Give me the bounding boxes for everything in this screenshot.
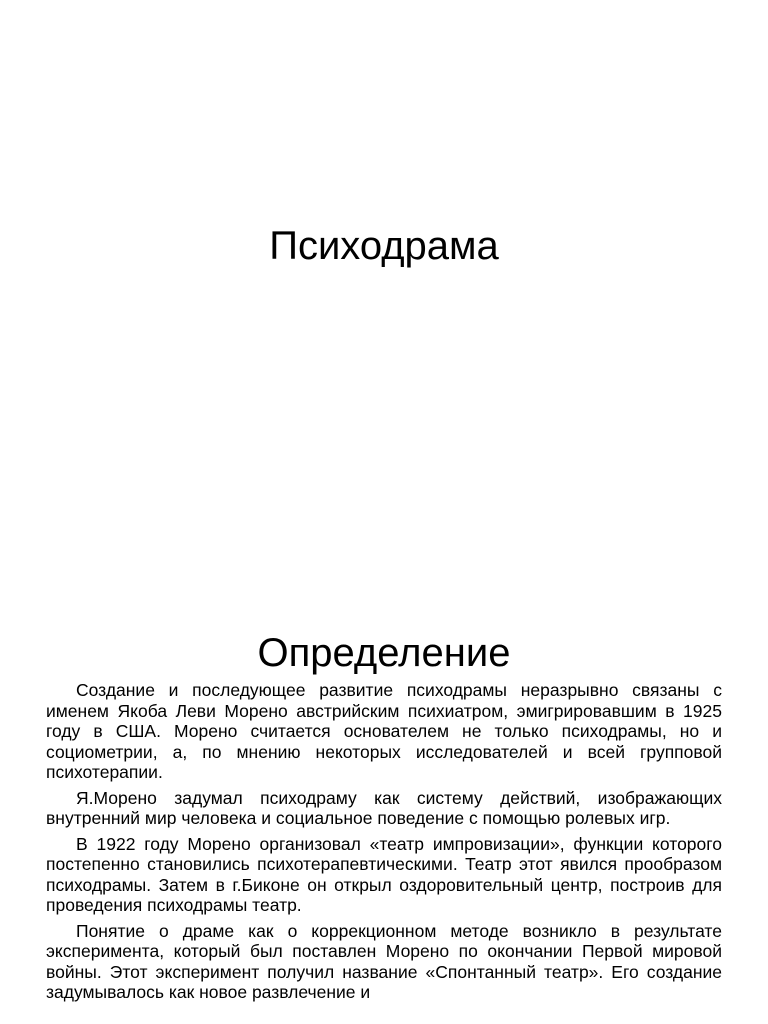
definition-body (46, 680, 722, 1008)
paragraph-1: Создание и последующее развитие психодрамы неразрывно связаны с именем Якоба Леви Морено австрийским психиатром, эмигрировавшим в 1925 году в США. Морено считается основателем не только психодрамы, но и социометрии, а, по мнению некоторых исследователей и всей групповой психотерапии. (46, 680, 722, 782)
paragraph-4: Понятие о драме как о коррекционном методе возникло в результате эксперимента, который был поставлен Морено по окончании Первой мировой войны. Этот эксперимент получил название «Спонтанный театр». Его создание задумывалось как новое развлечение и (46, 920, 722, 1002)
paragraph-3: В 1922 году Морено организовал «театр импровизации», функции которого постепенно становились психотерапевтическими. Театр этот явился прообразом психодрамы. Затем в г.Биконе он открыл оздоровительный центр, построив для проведения психодрамы театр. (46, 833, 722, 915)
definition-slide (0, 512, 768, 1024)
slide-title: Психодрама (269, 224, 499, 268)
paragraph-2: Я.Морено задумал психодраму как систему действий, изображающих внутренний мир человека и социальное поведение с помощью ролевых игр. (46, 787, 722, 828)
definition-heading: Определение (257, 631, 511, 675)
